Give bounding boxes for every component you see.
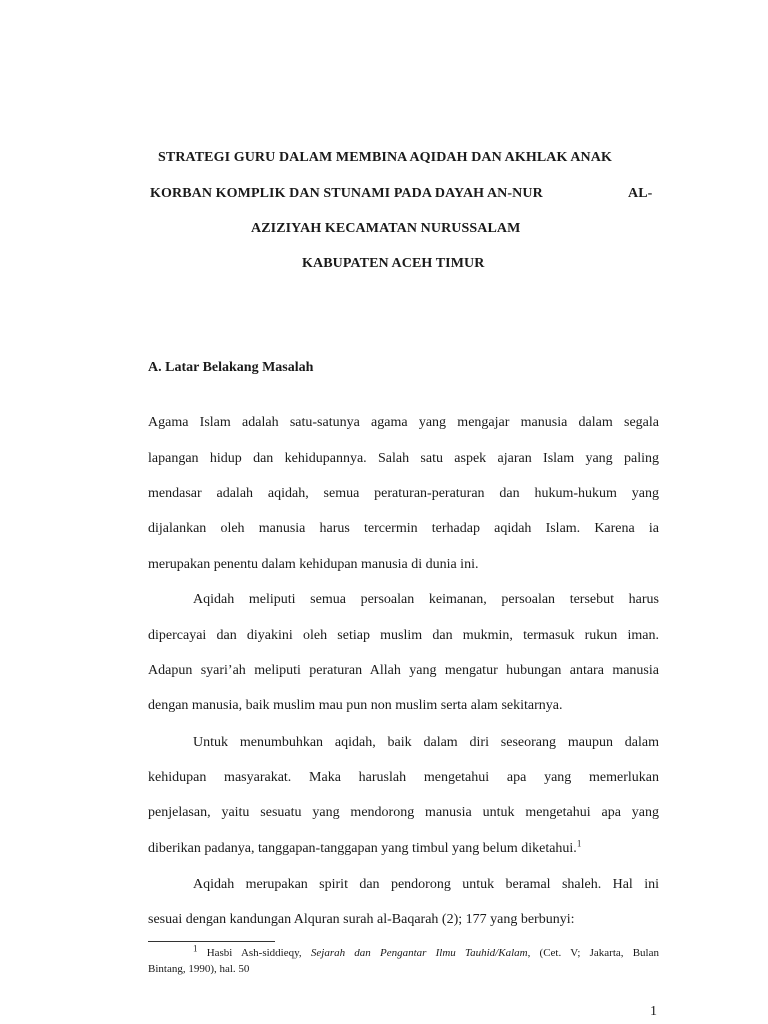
paragraph-2-line: dengan manusia, baik muslim mau pun non muslim serta alam sekitarnya. — [148, 698, 563, 713]
paragraph-3-line — [148, 840, 581, 858]
title-line-4: KABUPATEN ACEH TIMUR — [302, 256, 485, 271]
paragraph-2-line: dipercayai dan diyakini oleh setiap muslim dan mukmin, termasuk rukun iman. — [148, 628, 659, 643]
paragraph-1-line: dijalankan oleh manusia harus tercermin terhadap aqidah Islam. Karena ia — [148, 521, 659, 536]
paragraph-1-line: Agama Islam adalah satu-satunya agama yang mengajar manusia dalam segala — [148, 415, 659, 430]
footnote-line — [193, 943, 659, 960]
paragraph-2-line: Adapun syari’ah meliputi peraturan Allah yang mengatur hubungan antara manusia — [148, 663, 659, 678]
section-heading: A. Latar Belakang Masalah — [148, 360, 314, 375]
footnote-title: Sejarah dan Pengantar Ilmu Tauhid/Kalam — [310, 947, 528, 959]
footnote-marker: 1 — [193, 943, 198, 954]
title-line-2: KORBAN KOMPLIK DAN STUNAMI PADA DAYAH AN-NUR — [150, 186, 543, 201]
paragraph-1-line: lapangan hidup dan kehidupannya. Salah satu aspek ajaran Islam yang paling — [148, 451, 659, 466]
paragraph-3-line: kehidupan masyarakat. Maka haruslah mengetahui apa yang memerlukan — [148, 770, 659, 785]
paragraph-3-line: Untuk menumbuhkan aqidah, baik dalam diri seseorang maupun dalam — [193, 735, 659, 750]
footnote-separator — [148, 941, 275, 942]
footnote-details: , (Cet. V; Jakarta, Bulan — [527, 947, 659, 959]
page-number: 1 — [650, 1004, 657, 1019]
paragraph-4-line: sesuai dengan kandungan Alquran surah al-Baqarah (2); 177 yang berbunyi: — [148, 912, 575, 927]
paragraph-4-line: Aqidah merupakan spirit dan pendorong untuk beramal shaleh. Hal ini — [193, 877, 659, 892]
title-line-3: AZIZIYAH KECAMATAN NURUSSALAM — [251, 221, 521, 236]
paragraph-2-line: Aqidah meliputi semua persoalan keimanan, persoalan tersebut harus — [193, 592, 659, 607]
title-line-2-suffix: AL- — [628, 186, 653, 201]
paragraph-1-line: merupakan penentu dalam kehidupan manusia di dunia ini. — [148, 557, 479, 572]
footnote-author: Hasbi Ash-siddieqy, — [197, 947, 311, 959]
paragraph-1-line: mendasar adalah aqidah, semua peraturan-peraturan dan hukum-hukum yang — [148, 486, 659, 501]
paragraph-3-line: penjelasan, yaitu sesuatu yang mendorong manusia untuk mengetahui apa yang — [148, 805, 659, 820]
footnote-reference[interactable]: 1 — [576, 838, 582, 849]
title-line-1: STRATEGI GURU DALAM MEMBINA AQIDAH DAN AKHLAK ANAK — [158, 150, 612, 165]
paragraph-3-last-text: diberikan padanya, tanggapan-tanggapan yang timbul yang belum diketahui. — [148, 841, 577, 856]
footnote-line-continued: Bintang, 1990), hal. 50 — [148, 963, 250, 975]
